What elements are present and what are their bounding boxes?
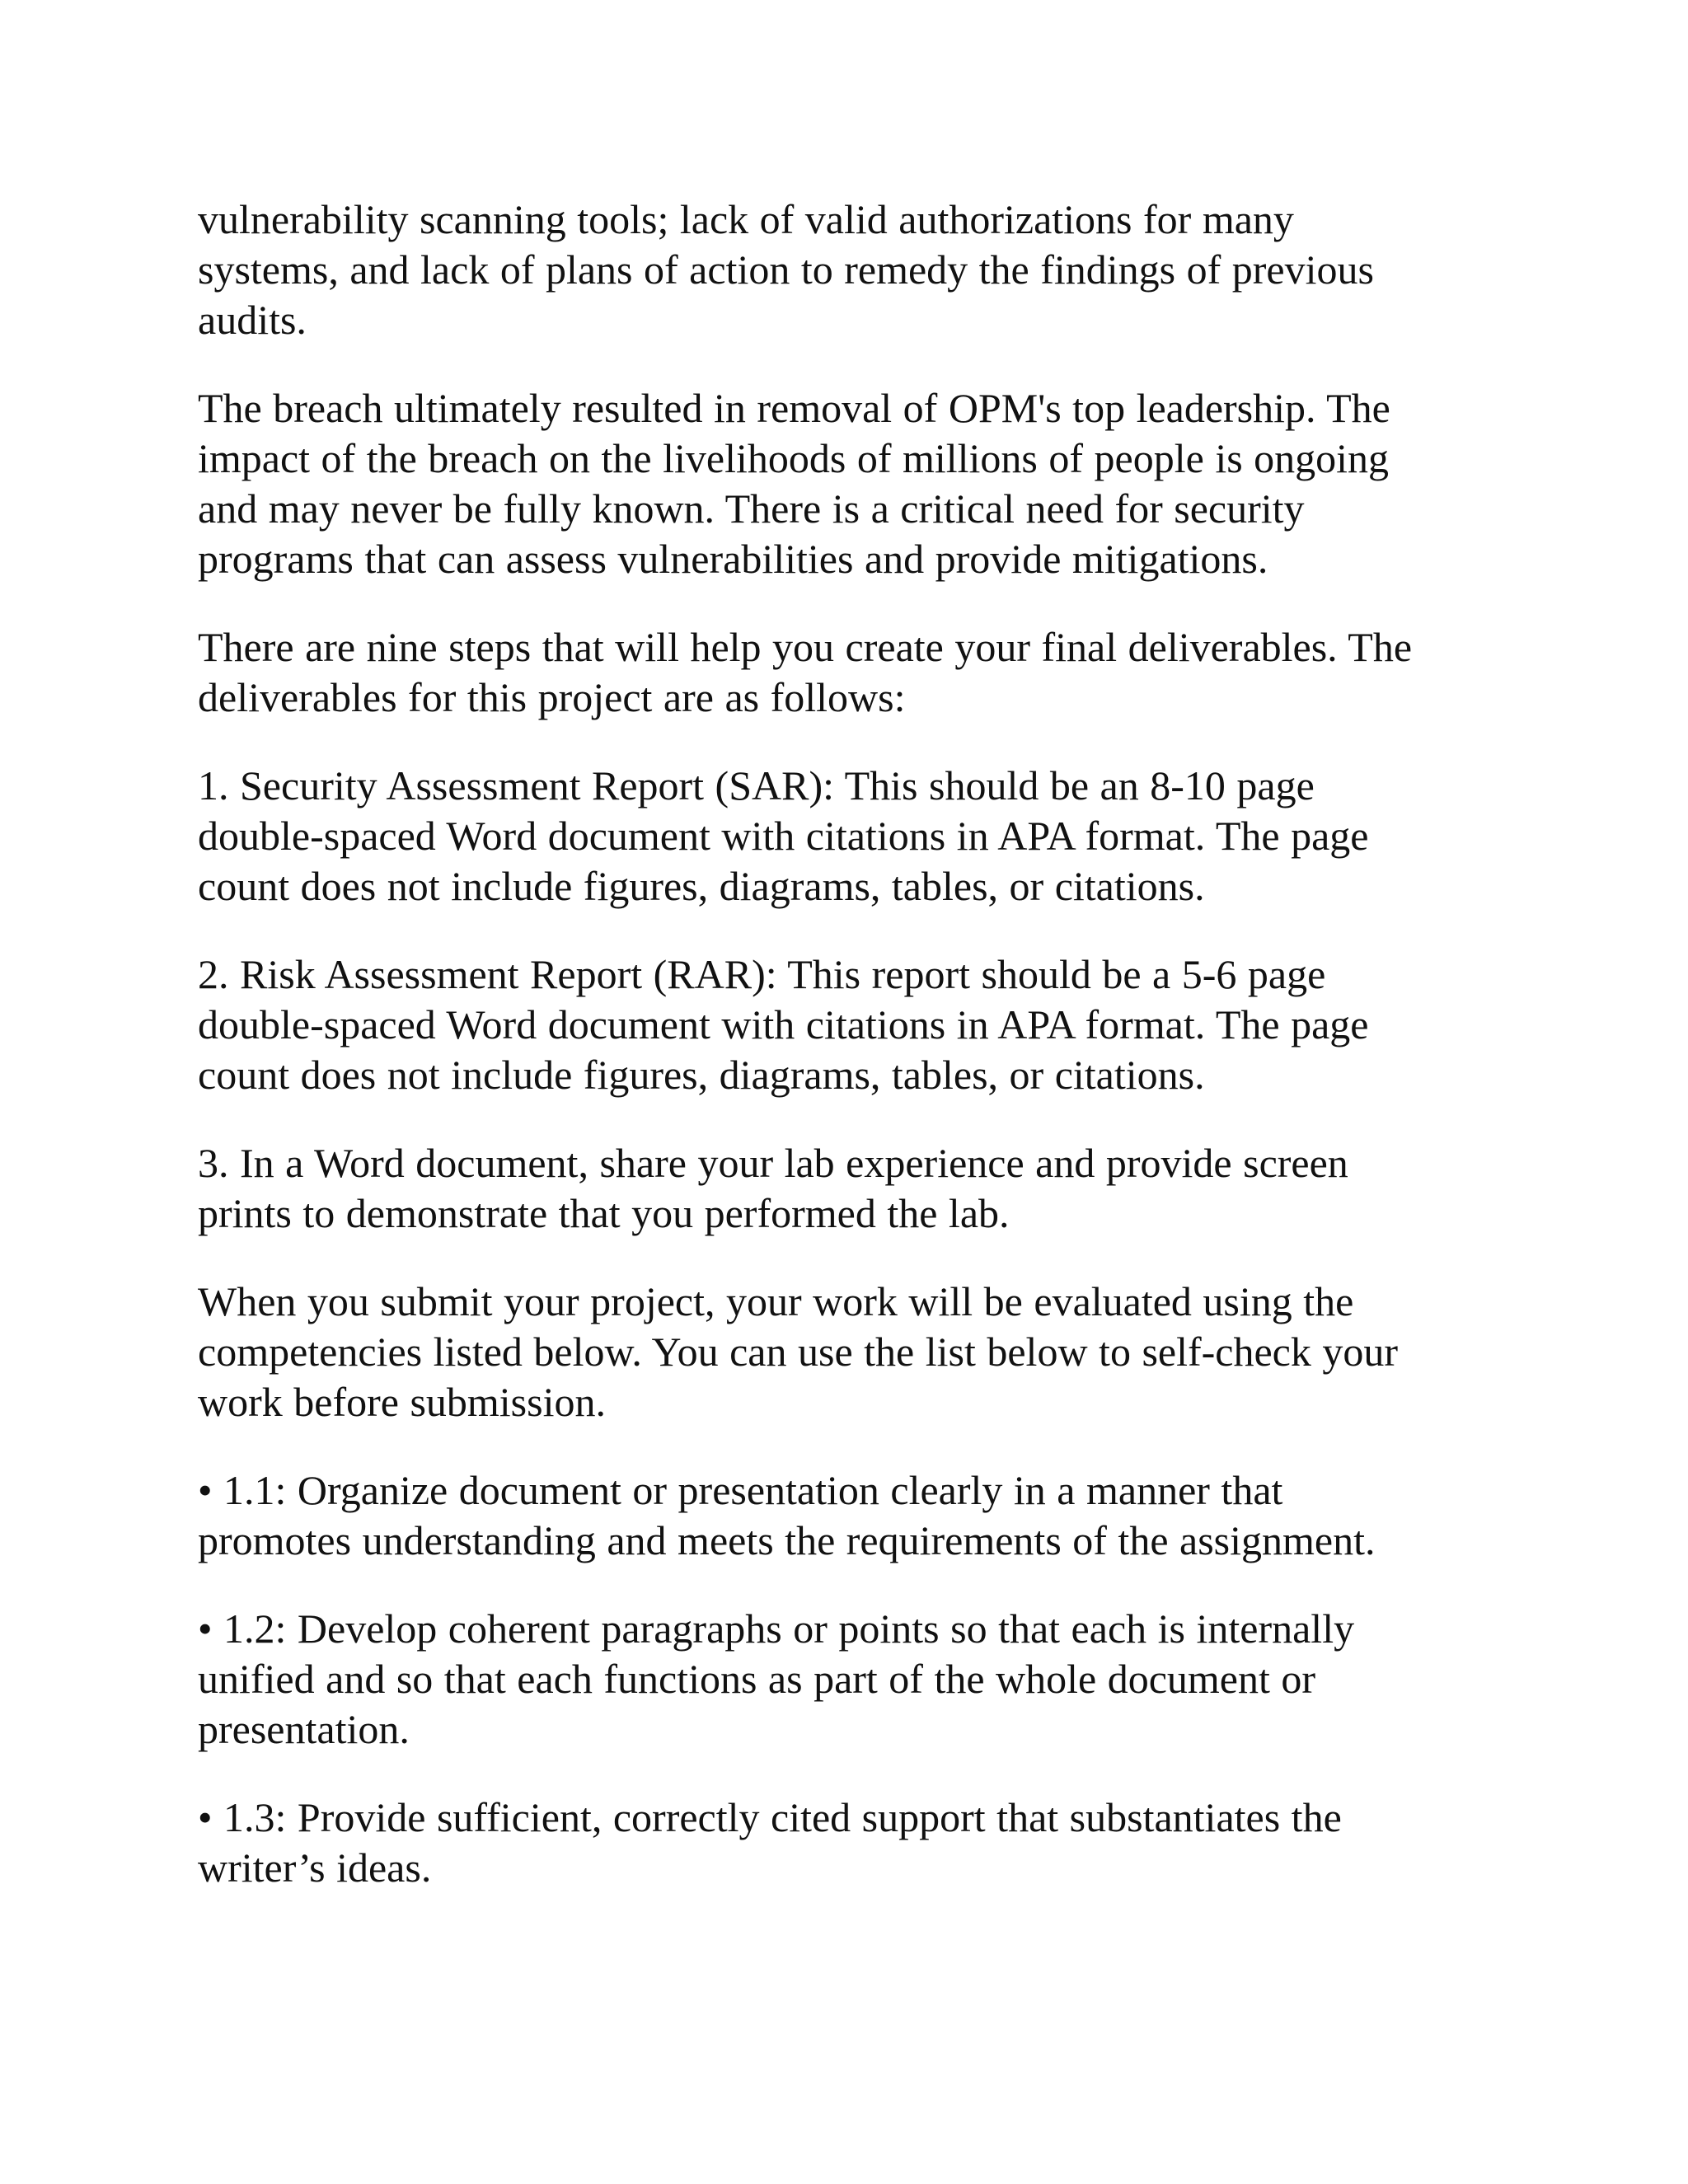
deliverable-item-lab: 3. In a Word document, share your lab experience and provide screen prints to demonstrate that you performed the lab. bbox=[198, 1140, 1348, 1236]
paragraph-vulnerability-scanning: vulnerability scanning tools; lack of valid authorizations for many systems, and lack of plans of action to remedy the findings of previous audits. bbox=[198, 196, 1374, 343]
deliverable-item-rar: 2. Risk Assessment Report (RAR): This report should be a 5-6 page double-spaced Word document with citations in APA format. The page count does not include figures, diagrams, tables, or citations. bbox=[198, 951, 1369, 1098]
paragraph-competencies-intro: When you submit your project, your work will be evaluated using the competencies listed below. You can use the list below to self-check your work before submission. bbox=[198, 1278, 1399, 1425]
paragraph-breach-impact: The breach ultimately resulted in removal of OPM's top leadership. The impact of the breach on the livelihoods of millions of people is ongoing and may never be fully known. There is a critical need for security programs that can assess vulnerabilities and provide mitigations. bbox=[198, 385, 1390, 582]
document-body bbox=[198, 194, 1500, 1931]
competency-item-1-1: • 1.1: Organize document or presentation clearly in a manner that promotes understanding and meets the requirements of the assignment. bbox=[198, 1467, 1376, 1563]
paragraph-deliverables-intro: There are nine steps that will help you create your final deliverables. The deliverables for this project are as follows: bbox=[198, 624, 1413, 720]
competency-item-1-2: • 1.2: Develop coherent paragraphs or points so that each is internally unified and so that each functions as part of the whole document or presentation. bbox=[198, 1605, 1355, 1752]
deliverable-item-sar: 1. Security Assessment Report (SAR): This should be an 8-10 page double-spaced Word document with citations in APA format. The page count does not include figures, diagrams, tables, or citations. bbox=[198, 762, 1369, 909]
competency-item-1-3: • 1.3: Provide sufficient, correctly cited support that substantiates the writer’s ideas. bbox=[198, 1794, 1342, 1891]
